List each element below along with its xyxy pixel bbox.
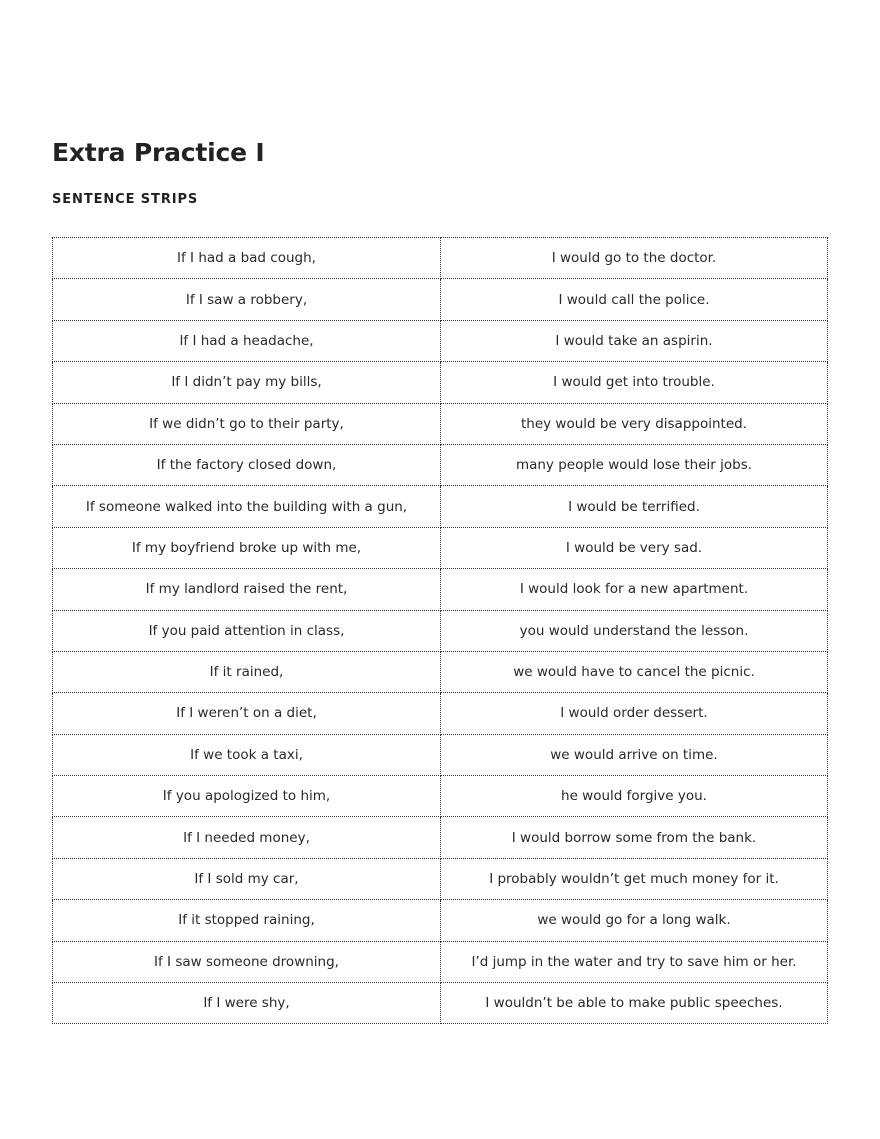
strip-row	[53, 983, 828, 1024]
result-clause-strip: I would be very sad.	[441, 527, 828, 568]
result-clause-strip: he would forgive you.	[441, 776, 828, 817]
strip-row	[53, 734, 828, 775]
if-clause-strip: If it stopped raining,	[53, 900, 441, 941]
result-clause-strip: I would go to the doctor.	[441, 238, 828, 279]
if-clause-strip: If we didn’t go to their party,	[53, 403, 441, 444]
if-clause-strip: If we took a taxi,	[53, 734, 441, 775]
strip-row	[53, 444, 828, 485]
section-subtitle: SENTENCE STRIPS	[52, 192, 199, 207]
strip-row	[53, 610, 828, 651]
if-clause-strip: If my landlord raised the rent,	[53, 569, 441, 610]
strip-row	[53, 569, 828, 610]
if-clause-strip: If I sold my car,	[53, 858, 441, 899]
strip-row	[53, 527, 828, 568]
strip-row	[53, 279, 828, 320]
result-clause-strip: I would get into trouble.	[441, 362, 828, 403]
strip-row	[53, 693, 828, 734]
result-clause-strip: I wouldn’t be able to make public speeches.	[441, 983, 828, 1024]
result-clause-strip: I probably wouldn’t get much money for it.	[441, 858, 828, 899]
strip-row	[53, 941, 828, 982]
if-clause-strip: If I were shy,	[53, 983, 441, 1024]
if-clause-strip: If it rained,	[53, 651, 441, 692]
strip-row	[53, 858, 828, 899]
result-clause-strip: they would be very disappointed.	[441, 403, 828, 444]
if-clause-strip: If you apologized to him,	[53, 776, 441, 817]
result-clause-strip: we would arrive on time.	[441, 734, 828, 775]
if-clause-strip: If someone walked into the building with a gun,	[53, 486, 441, 527]
if-clause-strip: If the factory closed down,	[53, 444, 441, 485]
strip-row	[53, 403, 828, 444]
if-clause-strip: If I had a bad cough,	[53, 238, 441, 279]
if-clause-strip: If I didn’t pay my bills,	[53, 362, 441, 403]
sentence-strips-body	[53, 238, 828, 1024]
result-clause-strip: we would have to cancel the picnic.	[441, 651, 828, 692]
sentence-strips-table	[52, 237, 828, 1024]
if-clause-strip: If I had a headache,	[53, 320, 441, 361]
strip-row	[53, 817, 828, 858]
if-clause-strip: If I weren’t on a diet,	[53, 693, 441, 734]
result-clause-strip: I’d jump in the water and try to save him or her.	[441, 941, 828, 982]
page-title: Extra Practice I	[52, 138, 265, 167]
strip-row	[53, 651, 828, 692]
strip-row	[53, 238, 828, 279]
if-clause-strip: If I saw someone drowning,	[53, 941, 441, 982]
result-clause-strip: I would be terrified.	[441, 486, 828, 527]
result-clause-strip: I would order dessert.	[441, 693, 828, 734]
strip-row	[53, 486, 828, 527]
result-clause-strip: we would go for a long walk.	[441, 900, 828, 941]
result-clause-strip: I would take an aspirin.	[441, 320, 828, 361]
result-clause-strip: I would look for a new apartment.	[441, 569, 828, 610]
if-clause-strip: If I saw a robbery,	[53, 279, 441, 320]
strip-row	[53, 320, 828, 361]
strip-row	[53, 900, 828, 941]
if-clause-strip: If you paid attention in class,	[53, 610, 441, 651]
result-clause-strip: I would borrow some from the bank.	[441, 817, 828, 858]
result-clause-strip: many people would lose their jobs.	[441, 444, 828, 485]
strip-row	[53, 776, 828, 817]
result-clause-strip: I would call the police.	[441, 279, 828, 320]
if-clause-strip: If my boyfriend broke up with me,	[53, 527, 441, 568]
result-clause-strip: you would understand the lesson.	[441, 610, 828, 651]
if-clause-strip: If I needed money,	[53, 817, 441, 858]
strip-row	[53, 362, 828, 403]
